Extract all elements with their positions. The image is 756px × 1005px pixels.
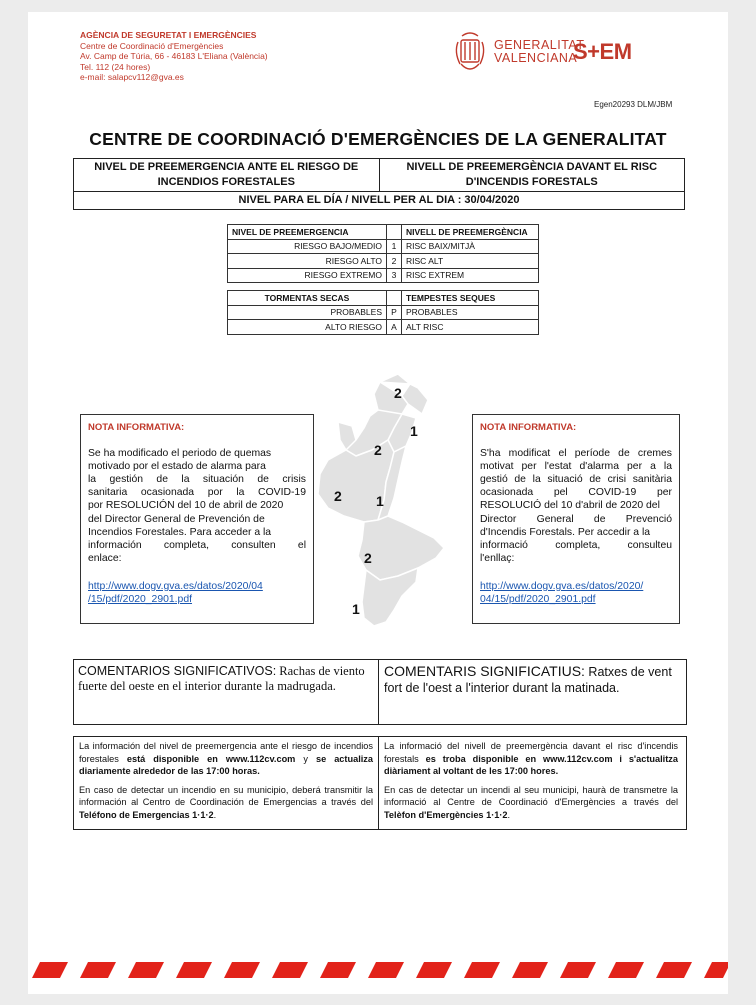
nota-va-link-part1[interactable]: http://www.dogv.gva.es/datos/2020/ — [480, 580, 644, 592]
nota-es-line: enlace: — [88, 552, 122, 564]
storm-va: PROBABLES — [402, 305, 539, 320]
agency-email: e-mail: salapcv112@gva.es — [80, 72, 184, 83]
info-va-bold: es troba disponible en www.112cv.com i s'actualitza diàriament al voltant de les 17:00 hores. — [384, 753, 678, 777]
header-es-line2: INCENDIOS FORESTALES — [157, 176, 295, 188]
info-va-text: En cas de detectar un incendi al seu municipi, haurà de transmetre la informació al Centre de Coordinació d'Emergències a través del — [384, 784, 678, 808]
level-va: RISC EXTREM — [402, 268, 539, 283]
nota-informativa-es — [80, 414, 314, 624]
agency-address: Av. Camp de Túria, 66 - 46183 L'Eliana (València) — [80, 51, 268, 62]
info-va-text: . — [507, 809, 511, 820]
nota-es-line: Se ha modificado el periodo de quemas — [88, 448, 272, 460]
comentarios-box — [73, 659, 687, 725]
storm-es: PROBABLES — [228, 305, 387, 320]
map-level-label: 1 — [376, 493, 384, 509]
info-va-phone: Telèfon d'Emergències 1·1·2 — [384, 809, 508, 820]
risk-header-table — [73, 158, 685, 210]
info-es-phone: Teléfono de Emergencias 1·1·2 — [79, 809, 214, 820]
level-code: 3 — [387, 268, 402, 283]
nota-va-line: ocasionada pel COVID-19 per — [480, 487, 672, 499]
info-es-text: La información del nivel de preemergencia ante el riesgo de incendios forestales — [79, 741, 373, 764]
nota-es-title: NOTA INFORMATIVA: — [88, 422, 185, 433]
level-es: RIESGO EXTREMO — [228, 268, 387, 283]
footer-stripe — [28, 962, 728, 978]
level-es: RIESGO BAJO/MEDIO — [228, 239, 387, 254]
info-box — [73, 736, 687, 830]
level-va: RISC BAIX/MITJÀ — [402, 239, 539, 254]
comentarios-es-text: Rachas de viento fuerte del oeste en el interior durante la madrugada. — [78, 664, 365, 693]
agency-name: AGÈNCIA DE SEGURETAT I EMERGÈNCIES — [80, 30, 257, 40]
generalitat-line1: GENERALITAT — [494, 38, 585, 52]
level-es: RIESGO ALTO — [228, 254, 387, 269]
levels-head-code — [387, 225, 402, 240]
comentarios-va-label: COMENTARIS SIGNIFICATIUS: — [384, 663, 585, 679]
nota-informativa-va — [472, 414, 680, 624]
map-level-label: 1 — [352, 601, 360, 617]
info-es-text: En caso de detectar un incendio en su municipio, deberá transmitir la información al Centro de Coordinación de Emergencias a través del — [79, 784, 373, 808]
header-va-line1: NIVELL DE PREEMERGÈNCIA DAVANT EL RISC — [406, 161, 658, 173]
page-title: CENTRE DE COORDINACIÓ D'EMERGÈNCIES DE LA GENERALITAT — [89, 129, 667, 149]
nota-va-title: NOTA INFORMATIVA: — [480, 422, 577, 433]
column-divider — [378, 737, 379, 829]
map-level-label: 1 — [410, 423, 418, 439]
level-code: 2 — [387, 254, 402, 269]
nota-es-line: información completa, consulten el — [88, 539, 306, 551]
info-va — [384, 740, 678, 828]
info-es-bold: se actualiza diariamente alrededor de las 17:00 horas. — [79, 753, 373, 777]
storms-table — [227, 290, 539, 335]
table-row — [228, 239, 539, 254]
comentarios-va — [384, 663, 682, 696]
nota-va-link[interactable] — [480, 580, 672, 606]
header-es-line1: NIVEL DE PREEMERGENCIA ANTE EL RIESGO DE — [94, 161, 359, 173]
nota-es-link[interactable] — [88, 580, 306, 606]
comentarios-va-text: Ratxes de vent fort de l'oest a l'interior durant la matinada. — [384, 665, 672, 695]
comentarios-es-label: COMENTARIOS SIGNIFICATIVOS: — [78, 664, 277, 678]
info-es-p2 — [79, 784, 373, 822]
coat-of-arms-icon — [452, 28, 488, 78]
table-row — [228, 320, 539, 335]
info-va-text: La informació del nivell de preemergència davant el risc d'incendis forestals — [384, 741, 678, 764]
nota-va-line: motivat per l'estat d'alarma per a la — [480, 461, 672, 473]
header-va-line2: D'INCENDIS FORESTALS — [465, 176, 598, 188]
storm-code: P — [387, 305, 402, 320]
agency-centre: Centre de Coordinació d'Emergències — [80, 40, 224, 51]
nota-va-body — [480, 447, 672, 565]
table-row — [228, 305, 539, 320]
map-level-label: 2 — [364, 550, 372, 566]
column-divider — [378, 660, 379, 724]
nota-es-body — [88, 447, 306, 565]
storms-head-code — [387, 291, 402, 306]
generalitat-logo — [452, 28, 592, 78]
header-va — [379, 159, 685, 192]
comentarios-es — [78, 664, 374, 694]
storm-va: ALT RISC — [402, 320, 539, 335]
nota-es-link-part2[interactable]: /15/pdf/2020_2901.pdf — [88, 594, 193, 606]
nota-va-line: d'Incendis Forestals. Per accedir a la — [480, 526, 651, 538]
info-va-p2 — [384, 784, 678, 822]
nota-es-line: Incendios Forestales. Para acceder a la — [88, 526, 272, 538]
table-row — [228, 268, 539, 283]
info-es-bold: está disponible en www.112cv.com — [126, 753, 296, 764]
generalitat-wordmark — [494, 39, 584, 65]
levels-head-es: NIVEL DE PREEMERGENCIA — [228, 225, 387, 240]
info-es-text: . — [213, 809, 217, 820]
map-zone — [358, 516, 444, 580]
level-va: RISC ALT — [402, 254, 539, 269]
nota-es-line: del Director General de Prevención de — [88, 513, 265, 525]
storms-head-es: TORMENTAS SECAS — [228, 291, 387, 306]
map-level-label: 2 — [394, 385, 402, 401]
nota-va-line: S'ha modificat el període de cremes — [480, 448, 672, 460]
table-row — [228, 254, 539, 269]
map-level-label: 2 — [374, 442, 382, 458]
nota-es-line: por RESOLUCIÓN del 10 de abril de 2020 — [88, 500, 284, 512]
map-level-label: 2 — [334, 488, 342, 504]
nota-va-link-part2[interactable]: 04/15/pdf/2020_2901.pdf — [480, 594, 596, 606]
nota-es-line: sanitaria ocasionada por la COVID-19 — [88, 487, 306, 499]
nota-es-link-part1[interactable]: http://www.dogv.gva.es/datos/2020/04 — [88, 580, 263, 592]
day-row: NIVEL PARA EL DÍA / NIVELL PER AL DIA : 30/04/2020 — [74, 192, 685, 210]
header-es — [74, 159, 380, 192]
info-es — [79, 740, 373, 828]
nota-va-line: Director General de Prevenció — [480, 513, 672, 525]
agency-header — [80, 30, 268, 83]
nota-va-line: RESOLUCIÓ del 10 d'abril de 2020 del — [480, 500, 660, 512]
storm-code: A — [387, 320, 402, 335]
nota-va-line: l'enllaç: — [480, 552, 515, 564]
nota-es-line: la gestión de la situación de crisis — [88, 474, 306, 486]
document-page — [28, 12, 728, 994]
level-code: 1 — [387, 239, 402, 254]
info-es-text: y — [295, 753, 316, 764]
info-es-p1 — [79, 740, 373, 778]
levels-head-va: NIVELL DE PREEMERGÈNCIA — [402, 225, 539, 240]
storms-head-va: TEMPESTES SEQUES — [402, 291, 539, 306]
sem-logo: S+EM — [573, 39, 632, 64]
info-va-p1 — [384, 740, 678, 778]
reference-code: Egen20293 DLM/JBM — [594, 100, 673, 109]
generalitat-line2: VALENCIANA — [494, 51, 578, 65]
nota-es-line: motivado por el estado de alarma para — [88, 461, 266, 473]
nota-va-line: informació completa, consulteu — [480, 539, 672, 551]
levels-table — [227, 224, 539, 283]
agency-phone: Tel. 112 (24 hores) — [80, 61, 151, 72]
nota-va-line: gestió de la situació de crisi sanitària — [480, 474, 672, 486]
storm-es: ALTO RIESGO — [228, 320, 387, 335]
